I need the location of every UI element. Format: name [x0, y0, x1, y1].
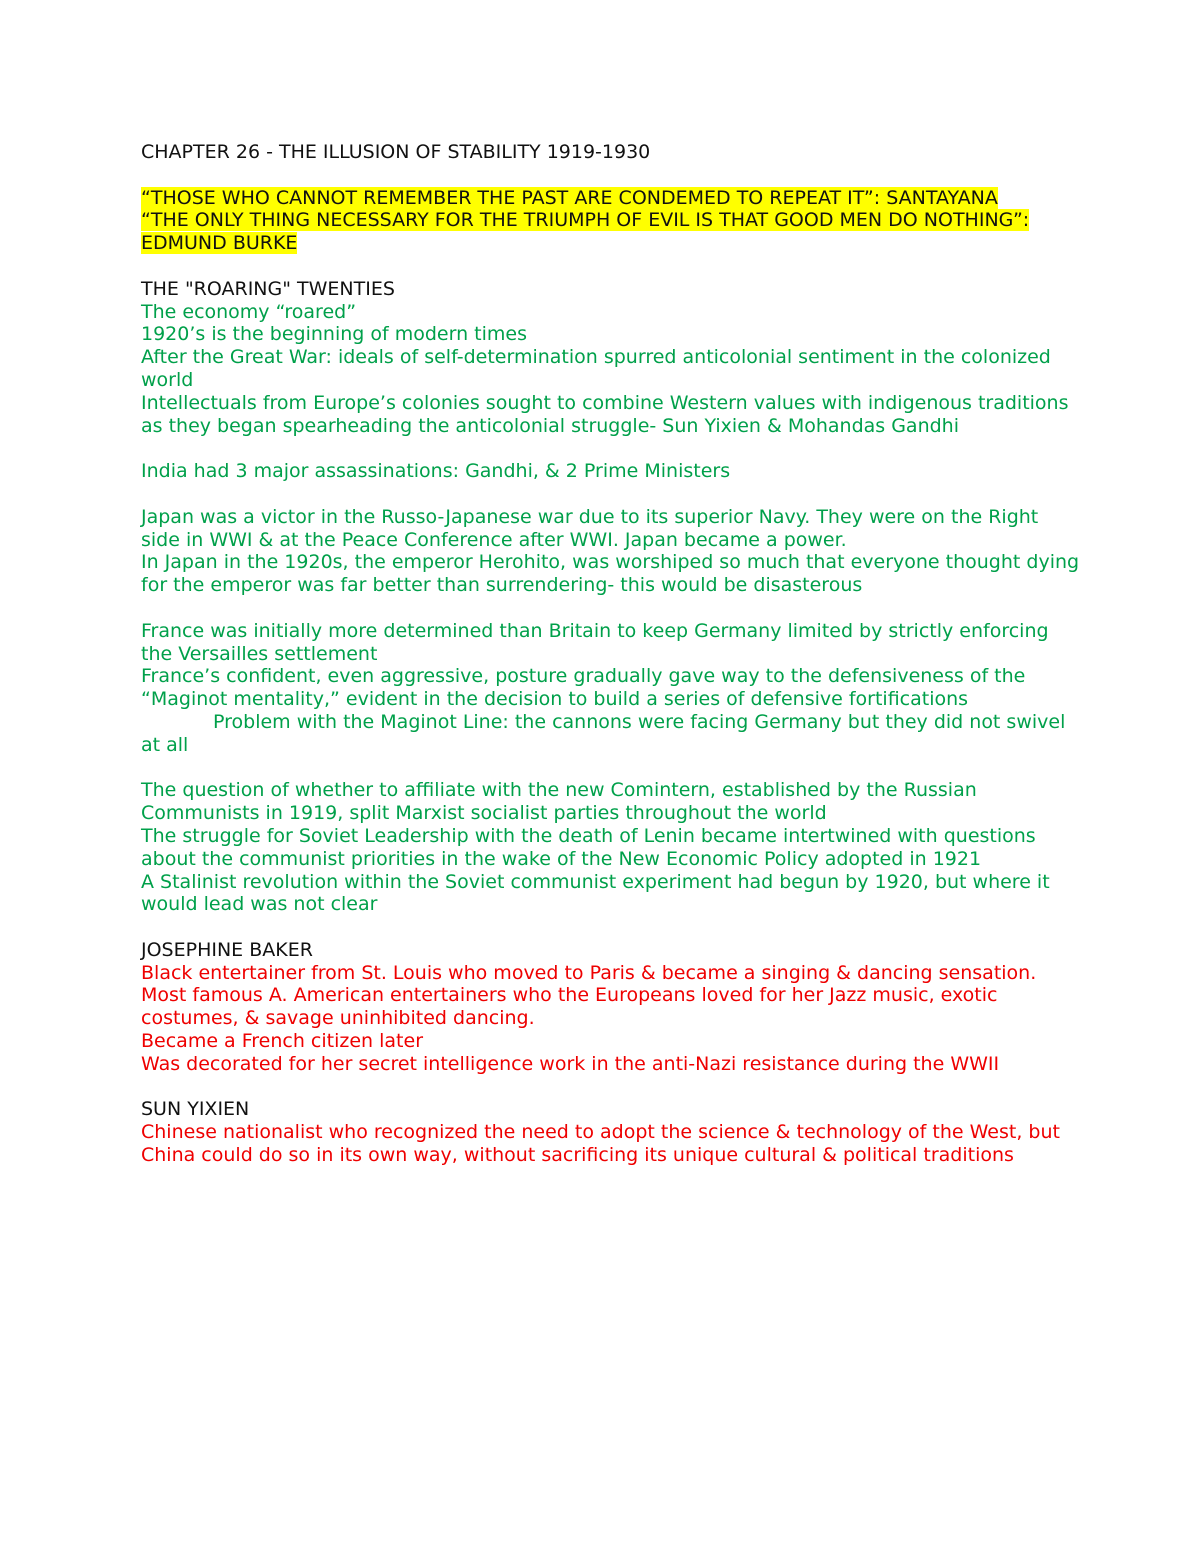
note-line: Intellectuals from Europe’s colonies sought to combine Western values with indigenous traditions as they began spearheading the anticolonial struggle- Sun Yixien & Mohandas Gandhi — [141, 391, 1069, 437]
spacer — [141, 164, 1080, 187]
note-line: The economy “roared” — [141, 300, 357, 323]
spacer — [141, 1076, 1080, 1099]
note-line-soviet: The question of whether to affiliate with the new Comintern, established by the Russian Communists in 1919, split Marxist socialist parties throughout the world — [141, 779, 977, 825]
quote-burke — [141, 209, 1080, 255]
definition-line: Was decorated for her secret intelligence work in the anti-Nazi resistance during the WWII — [141, 1052, 1000, 1075]
quote-santayana — [141, 187, 1080, 210]
spacer — [141, 255, 1080, 278]
definition-line: Black entertainer from St. Louis who moved to Paris & became a singing & dancing sensation. — [141, 961, 1037, 984]
spacer — [141, 916, 1080, 939]
note-line-india: India had 3 major assassinations: Gandhi, & 2 Prime Ministers — [141, 460, 731, 483]
definition-line: Chinese nationalist who recognized the need to adopt the science & technology of the West, but China could do so in its own way, without sacrificing its unique cultural & political traditions — [141, 1121, 1060, 1167]
quote-burke-text: “THE ONLY THING NECESSARY FOR THE TRIUMPH OF EVIL IS THAT GOOD MEN DO NOTHING”: EDMUND BURKE — [141, 209, 1030, 255]
note-line-france: France was initially more determined than Britain to keep Germany limited by strictly enforcing the Versailles settlement — [141, 619, 1049, 665]
definition-line: Became a French citizen later — [141, 1030, 424, 1053]
note-line-france: France’s confident, even aggressive, posture gradually gave way to the defensiveness of the “Maginot mentality,” evident in the decision to build a series of defensive fortifications — [141, 665, 1026, 711]
chapter-title: CHAPTER 26 - THE ILLUSION OF STABILITY 1919-1930 — [141, 141, 651, 163]
spacer — [141, 483, 1080, 506]
maginot-text: Problem with the Maginot Line: the cannons were facing Germany but they did not swivel at all — [141, 710, 1066, 756]
note-line: 1920’s is the beginning of modern times — [141, 323, 527, 346]
note-line-maginot — [141, 711, 1080, 757]
spacer — [141, 597, 1080, 620]
definition-line: Most famous A. American entertainers who the Europeans loved for her Jazz music, exotic costumes, & savage uninhibited dancing. — [141, 984, 998, 1030]
note-line-japan: Japan was a victor in the Russo-Japanese war due to its superior Navy. They were on the Right side in WWI & at the Peace Conference after WWI. Japan became a power. — [141, 505, 1039, 551]
note-line: After the Great War: ideals of self-determination spurred anticolonial sentiment in the colonized world — [141, 346, 1051, 391]
note-line-japan: In Japan in the 1920s, the emperor Herohito, was worshiped so much that everyone thought dying for the emperor was far better than surrendering- this would be disasterous — [141, 551, 1080, 597]
section-heading-roaring-twenties: THE "ROARING" TWENTIES — [141, 277, 395, 300]
note-line-soviet: The struggle for Soviet Leadership with the death of Lenin became intertwined with questions about the communist priorities in the wake of the New Economic Policy adopted in 1921 — [141, 824, 1036, 870]
quote-santayana-text: “THOSE WHO CANNOT REMEMBER THE PAST ARE CONDEMED TO REPEAT IT”: SANTAYANA — [141, 186, 998, 209]
section-heading-josephine-baker: JOSEPHINE BAKER — [141, 938, 313, 961]
spacer — [141, 757, 1080, 780]
note-line-soviet: A Stalinist revolution within the Soviet communist experiment had begun by 1920, but where it would lead was not clear — [141, 870, 1050, 916]
spacer — [141, 437, 1080, 460]
section-heading-sun-yixien: SUN YIXIEN — [141, 1098, 250, 1121]
